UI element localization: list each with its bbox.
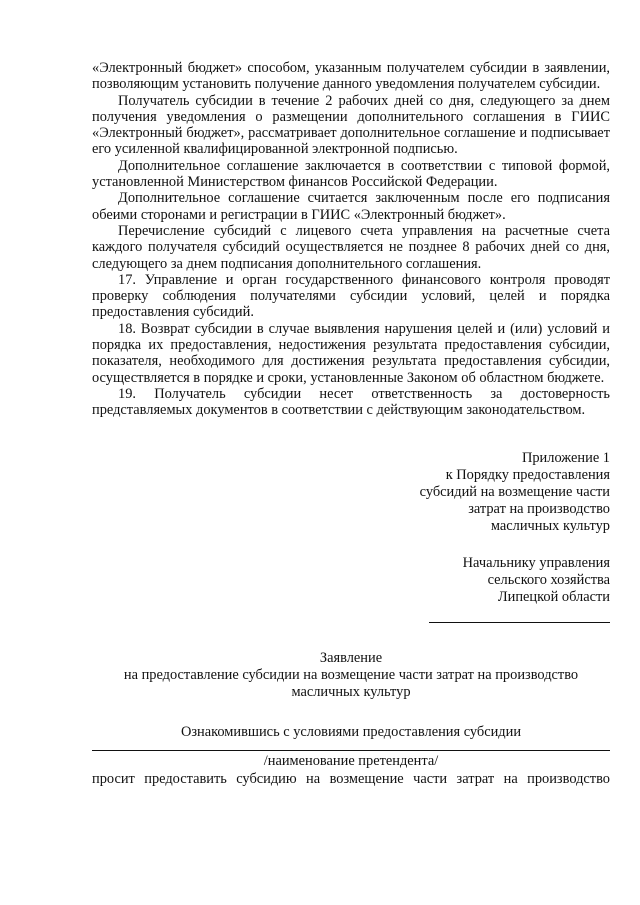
appendix-line: к Порядку предоставления (445, 466, 610, 483)
paragraph: Дополнительное соглашение считается заключенным после его подписания обеими сторонами и регистрации в ГИИС «Электронный бюджет». (92, 190, 610, 223)
addressee-blank-line (429, 610, 610, 623)
addressee-block (410, 555, 610, 606)
paragraph: «Электронный бюджет» способом, указанным получателем субсидии в заявлении, позволяющим установить получение данного уведомления получателем субсидии. (92, 60, 610, 93)
paragraph: 17. Управление и орган государственного финансового контроля проводят проверку соблюдения получателями субсидии условий, целей и порядка предоставления субсидий. (92, 271, 610, 321)
appendix-line: Приложение 1 (521, 449, 610, 466)
statement-subtitle: масличных культур (291, 683, 411, 700)
appendix-line: субсидий на возмещение части (419, 483, 610, 500)
document-page (92, 60, 610, 787)
addressee-line: сельского хозяйства (487, 571, 610, 588)
paragraph: Перечисление субсидий с лицевого счета управления на расчетные счета каждого получателя субсидий осуществляется не позднее 8 рабочих дней со дня, следующего за днем подписания дополнительного соглашения. (92, 222, 610, 272)
request-text: просит предоставить субсидию на возмещение части затрат на производство (92, 771, 610, 788)
statement-subtitle: на предоставление субсидии на возмещение части затрат на производство (123, 666, 579, 683)
appendix-line: затрат на производство (468, 500, 610, 517)
applicant-name-caption: /наименование претендента/ (263, 752, 439, 769)
paragraph: 18. Возврат субсидии в случае выявления нарушения целей и (или) условий и порядка их предоставления, недостижения результата предоставления субсидии, показателя, необходимого для достижения результата предоставления субсидии, осуществляется в порядке и сроки, установленные Законом об областном бюджете. (92, 320, 610, 386)
applicant-name-blank (92, 746, 610, 751)
addressee-line: Начальнику управления (462, 554, 610, 571)
paragraph: Получатель субсидии в течение 2 рабочих дней со дня, следующего за днем получения уведомления о размещении дополнительного соглашения в ГИИС «Электронный бюджет», рассматривает дополнительное соглашение и подписывает его усиленной квалифицированной электронной подписью. (92, 92, 610, 158)
acquainted-text: Ознакомившись с условиями предоставления субсидии (180, 723, 522, 740)
appendix-heading (410, 450, 610, 535)
addressee-line: Липецкой области (497, 588, 610, 605)
statement-title: Заявление (319, 649, 383, 666)
statement-title-block (92, 650, 610, 701)
appendix-line: масличных культур (490, 517, 610, 534)
paragraph: Дополнительное соглашение заключается в соответствии с типовой формой, установленной Министерством финансов Российской Федерации. (92, 157, 610, 191)
paragraph: 19. Получатель субсидии несет ответственность за достоверность представляемых документов в соответствии с действующим законодательством. (92, 385, 610, 419)
